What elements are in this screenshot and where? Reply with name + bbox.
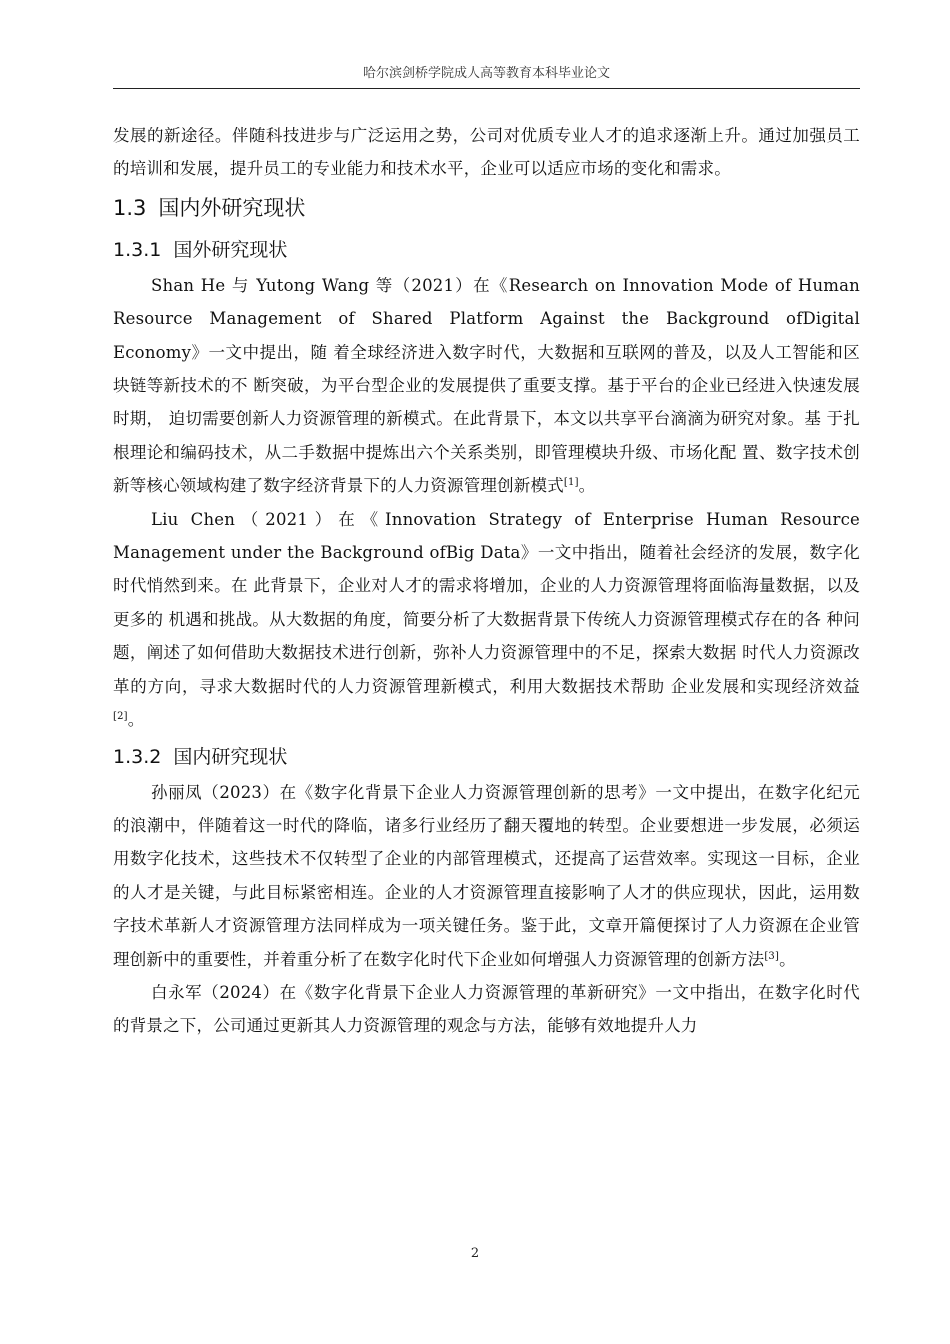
paragraph-end: 。: [127, 710, 145, 730]
section-heading-1-3: [113, 186, 860, 230]
paragraph-end: 。: [779, 949, 796, 969]
paragraph-text: 孙丽凤（2023）在《数字化背景下企业人力资源管理创新的思考》一文中提出，在数字化纪元的浪潮中，伴随着这一时代的降临，诸多行业经历了翻天覆地的转型。企业要想进一步发展，必须运用数字化技术，这些技术不仅转型了企业的内部管理模式，还提高了运营效率。实现这一目标，企业的人才是关键，与此目标紧密相连。企业的人才资源管理直接影响了人才的供应现状，因此，运用数字技术革新人才资源管理方法同样成为一项关键任务。鉴于此，文章开篇便探讨了人力资源在企业管理创新中的重要性，并着重分析了在数字化时代下企业如何增强人力资源管理的创新方法: [113, 782, 860, 969]
page-body: [113, 119, 860, 1043]
section-number: 1.3: [113, 195, 147, 220]
intro-continuation-paragraph: 发展的新途径。伴随科技进步与广泛运用之势，公司对优质专业人才的追求逐渐上升。通过加强员工的培训和发展，提升员工的专业能力和技术水平，企业可以适应市场的变化和需求。: [113, 126, 860, 179]
section-heading-1-3-2: [113, 737, 860, 776]
running-header: 哈尔滨剑桥学院成人高等教育本科毕业论文: [362, 66, 610, 81]
section-title: 国外研究现状: [173, 238, 288, 261]
paragraph-text: 白永军（2024）在《数字化背景下企业人力资源管理的革新研究》一文中指出，在数字化时代的背景之下，公司通过更新其人力资源管理的观念与方法，能够有效地提升人力: [113, 982, 860, 1036]
header-divider: [113, 88, 860, 89]
paragraph-shan-he: [113, 269, 860, 503]
citation-ref: [3]: [764, 950, 780, 962]
paragraph-text: Shan He 与 Yutong Wang 等（2021）在《Research on Innovation Mode of Human Resource Management of Shared Platform Against the Background ofDigital Economy》一文中提出，随 着全球经济进入数字时代，大数据和互联网的普及，以及人工智能和区块链等新技术的不 断突破，为平台型企业的发展提供了重要支撑。基于平台的企业已经进入快速发展时期， 迫切需要创新人力资源管理的新模式。在此背景下，本文以共享平台滴滴为研究对象。基 于扎根理论和编码技术，从二手数据中提炼出六个关系类别，即管理模块升级、市场化配 置、数字技术创新等核心领域构建了数字经济背景下的人力资源管理创新模式: [113, 275, 860, 496]
citation-ref: [1]: [563, 477, 579, 489]
paragraph-end: 。: [578, 476, 596, 496]
page-number: 2: [470, 1246, 480, 1261]
paragraph-sun-lifeng: [113, 776, 860, 976]
paragraph-text: Liu Chen（2021）在《Innovation Strategy of Enterprise Human Resource Management under the Background ofBig Data》一文中指出，随着社会经济的发展，数字化时代悄然到来。在 此背景下，企业对人才的需求将增加，企业的人力资源管理将面临海量数据，以及更多的 机遇和挑战。从大数据的角度，简要分析了大数据背景下传统人力资源管理模式存在的各 种问题，阐述了如何借助大数据技术进行创新，弥补人力资源管理中的不足，探索大数据 时代人力资源改革的方向，寻求大数据时代的人力资源管理新模式，利用大数据技术帮助 企业发展和实现经济效益: [113, 509, 860, 696]
section-title: 国内研究现状: [173, 745, 288, 768]
section-heading-1-3-1: [113, 230, 860, 269]
section-number: 1.3.1: [113, 238, 162, 261]
section-number: 1.3.2: [113, 745, 162, 768]
section-title: 国内外研究现状: [158, 195, 306, 220]
citation-ref: [2]: [113, 711, 128, 723]
paragraph-bai-yongjun: [113, 976, 860, 1043]
paragraph-liu-chen: [113, 503, 860, 737]
